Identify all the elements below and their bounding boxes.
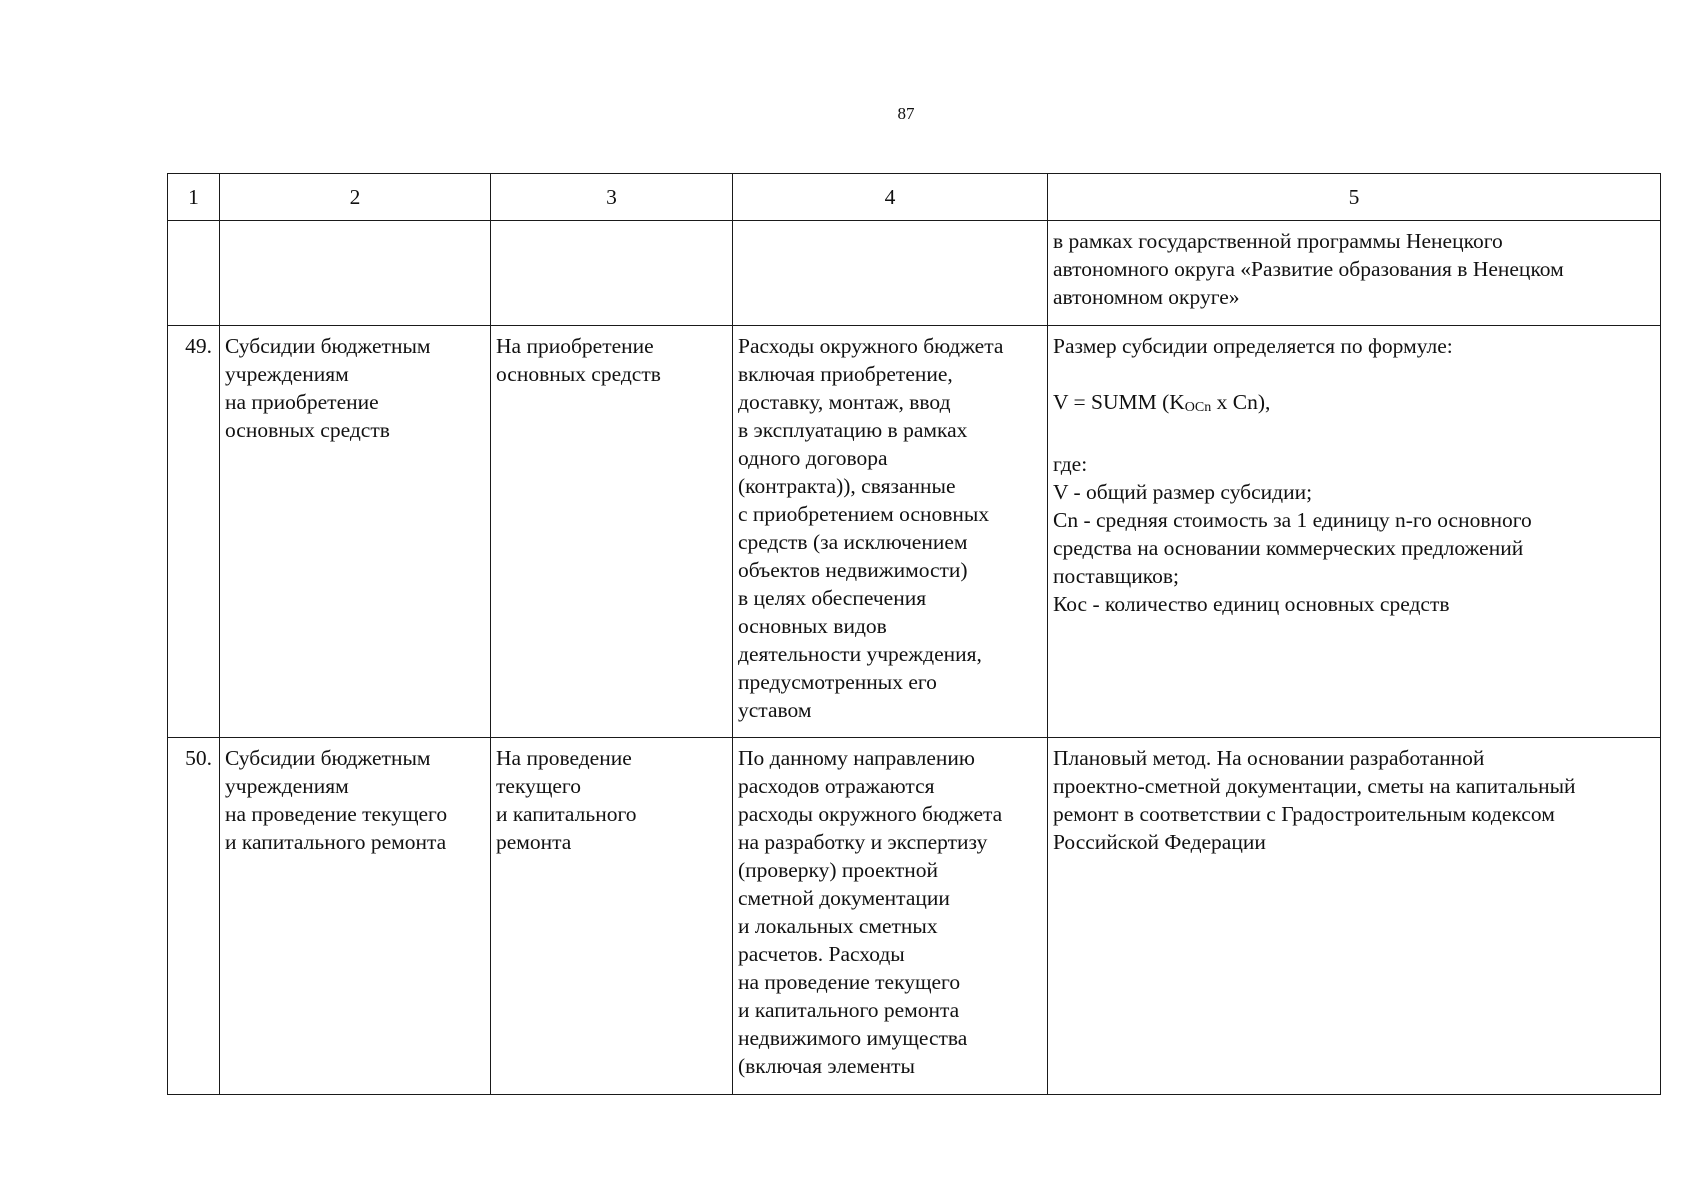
text-line: недвижимого имущества	[738, 1026, 968, 1050]
formula-subscript: OCn	[1184, 400, 1212, 415]
column-header-4: 4	[733, 174, 1048, 221]
text-line: (проверку) проектной	[738, 858, 939, 882]
text-line: Субсидии бюджетным	[225, 746, 431, 770]
table-row-continuation	[168, 221, 1661, 326]
cell-empty	[733, 221, 1048, 326]
cell-empty	[220, 221, 491, 326]
row-number-text: 50.	[185, 746, 212, 770]
text-line: Субсидии бюджетным	[225, 334, 431, 358]
text-line: в рамках государственной программы Ненецкого	[1053, 229, 1503, 253]
cell-calculation-method	[1048, 738, 1661, 1095]
row-number	[168, 738, 220, 1095]
text-line: одного договора	[738, 446, 888, 470]
text-line: (контракта)), связанные	[738, 474, 956, 498]
text-line: ремонт в соответствии с Градостроительным кодексом	[1053, 802, 1555, 826]
column-header-2: 2	[220, 174, 491, 221]
column-header-1: 1	[168, 174, 220, 221]
text-line: и локальных сметных	[738, 914, 938, 938]
text-line: основных видов	[738, 614, 887, 638]
text-line: на разработку и экспертизу	[738, 830, 988, 854]
text-line: ремонта	[496, 830, 572, 854]
text-line: объектов недвижимости)	[738, 558, 968, 582]
text-line: На приобретение	[496, 334, 654, 358]
cell-purpose	[491, 326, 733, 738]
text-line: деятельности учреждения,	[738, 642, 982, 666]
definition-line: Кос - количество единиц основных средств	[1053, 592, 1450, 616]
formula-where: где:	[1053, 452, 1088, 476]
definition-line: V - общий размер субсидии;	[1053, 480, 1313, 504]
text-line: На проведение	[496, 746, 632, 770]
cell-description	[733, 326, 1048, 738]
text-line: на приобретение	[225, 390, 379, 414]
text-line: предусмотренных его	[738, 670, 937, 694]
text-line: Расходы окружного бюджета	[738, 334, 1004, 358]
text-line: проектно-сметной документации, сметы на капитальный	[1053, 774, 1576, 798]
text-line: с приобретением основных	[738, 502, 990, 526]
table-header-row	[168, 174, 1661, 221]
formula-intro: Размер субсидии определяется по формуле:	[1053, 334, 1453, 358]
text-line: в целях обеспечения	[738, 586, 927, 610]
cell-expense-name	[220, 326, 491, 738]
formula-main: V = SUMM (K	[1053, 390, 1185, 414]
column-header-5: 5	[1048, 174, 1661, 221]
cell-empty	[491, 221, 733, 326]
text-line: включая приобретение,	[738, 362, 953, 386]
text-line: автономного округа «Развитие образования в Ненецком	[1053, 257, 1564, 281]
cell-description	[733, 738, 1048, 1095]
text-line: и капитального	[496, 802, 637, 826]
text-line: на проведение текущего	[738, 970, 961, 994]
text-line: основных средств	[225, 418, 390, 442]
cell-calculation-method	[1048, 326, 1661, 738]
definition-line: Cn - средняя стоимость за 1 единицу n-го основного	[1053, 508, 1532, 532]
page-number: 87	[897, 104, 915, 123]
text-line: учреждениям	[225, 774, 349, 798]
text-line: расчетов. Расходы	[738, 942, 905, 966]
text-line: на проведение текущего	[225, 802, 448, 826]
text-line: По данному направлению	[738, 746, 975, 770]
text-line: расходы окружного бюджета	[738, 802, 1003, 826]
text-line: расходов отражаются	[738, 774, 935, 798]
table-row-49	[168, 326, 1661, 738]
text-line: (включая элементы	[738, 1054, 915, 1078]
text-line: текущего	[496, 774, 581, 798]
definition-line: средства на основании коммерческих предложений	[1053, 536, 1524, 560]
column-header-3: 3	[491, 174, 733, 221]
cell-expense-name	[220, 738, 491, 1095]
document-table	[167, 173, 1661, 1095]
cell-purpose	[491, 738, 733, 1095]
formula-tail: x Cn),	[1211, 390, 1271, 414]
text-line: в эксплуатацию в рамках	[738, 418, 968, 442]
text-line: автономном округе»	[1053, 285, 1240, 309]
text-line: средств (за исключением	[738, 530, 968, 554]
text-line: сметной документации	[738, 886, 950, 910]
formula	[1053, 388, 1655, 422]
row-number-text: 49.	[185, 334, 212, 358]
text-line: и капитального ремонта	[738, 998, 960, 1022]
cell-empty	[168, 221, 220, 326]
text-line: Плановый метод. На основании разработанной	[1053, 746, 1485, 770]
text-line: и капитального ремонта	[225, 830, 447, 854]
cell-continuation-text	[1048, 221, 1661, 326]
text-line: учреждениям	[225, 362, 349, 386]
text-line: Российской Федерации	[1053, 830, 1266, 854]
text-line: основных средств	[496, 362, 661, 386]
text-line: уставом	[738, 698, 812, 722]
table-row-50	[168, 738, 1661, 1095]
row-number	[168, 326, 220, 738]
definition-line: поставщиков;	[1053, 564, 1179, 588]
text-line: доставку, монтаж, ввод	[738, 390, 951, 414]
